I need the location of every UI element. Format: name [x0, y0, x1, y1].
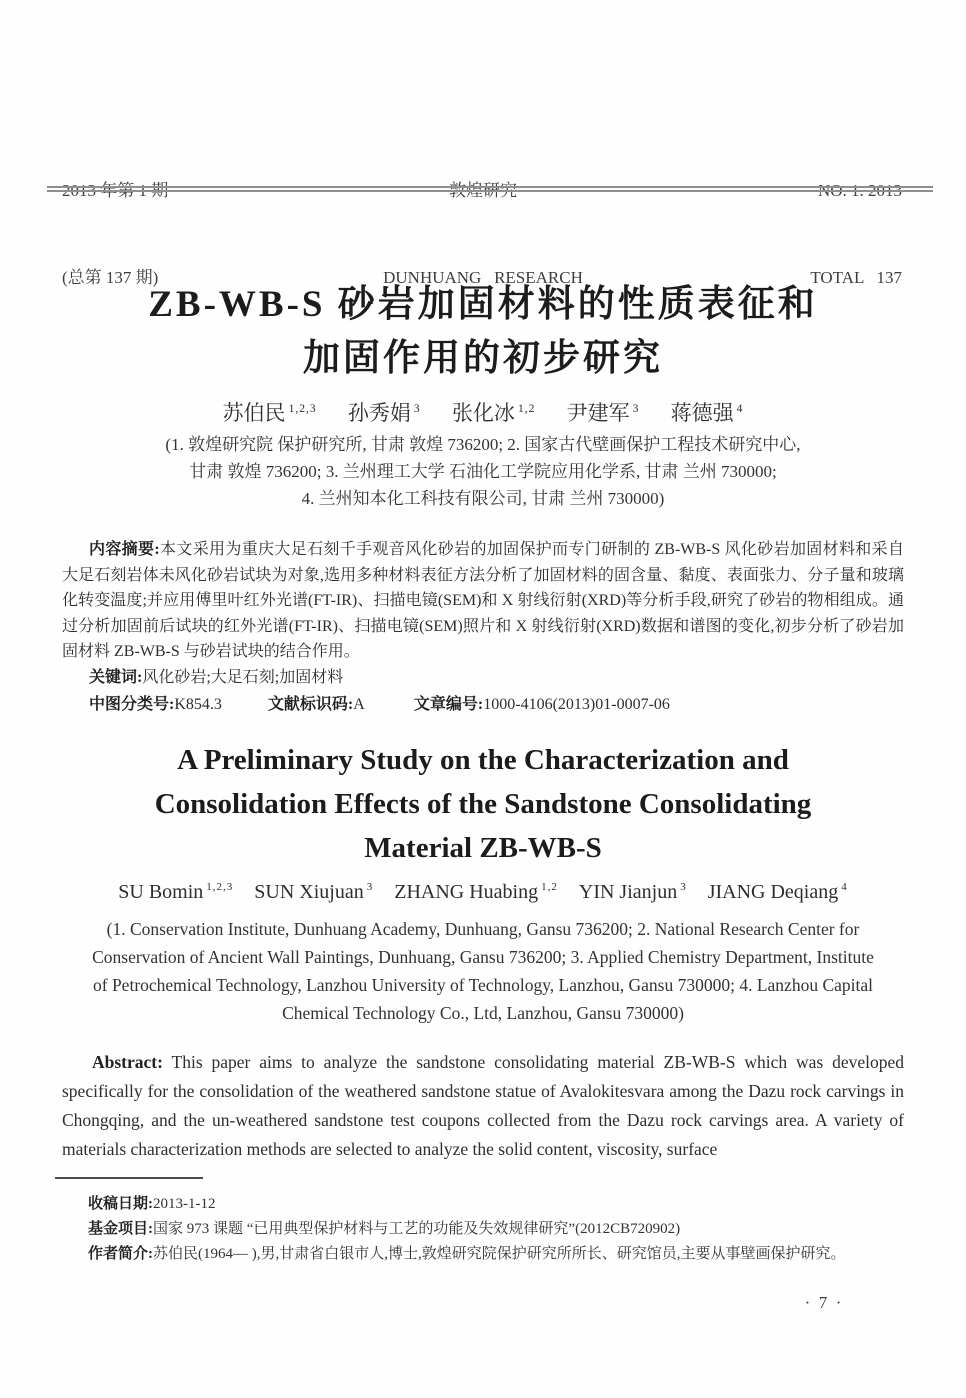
author-zh: [671, 401, 744, 425]
author-en-superscript: 4: [841, 881, 848, 894]
masthead-issue-en-line1: NO. 1. 2013: [817, 181, 902, 200]
author-en: [708, 881, 848, 903]
author-en-name: SU Bomin: [118, 881, 204, 903]
abstract-zh-text: 本文采用为重庆大足石刻千手观音风化砂岩的加固保护而专门研制的 ZB-WB-S 风化砂岩加固材料和采自大足石刻岩体未风化砂岩试块为对象,选用多种材料表征方法分析了加固材料的固含量、黏度、表面张力、分子量和玻璃化转变温度;并应用傅里叶红外光谱(FT-IR)、扫描电镜(SEM)和 X 射线衍射(XRD)等分析手段,研究了砂岩的物相组成。通过分析加固前后试块的红外光谱(FT-IR)、扫描电镜(SEM)照片和 X 射线衍射(XRD)数据和谱图的变化,初步分析了砂岩加固材料 ZB-WB-S 与砂岩试块的结合作用。: [62, 541, 904, 660]
footnote-bio-label: 作者简介:: [88, 1246, 153, 1262]
doc-code-label: 文献标识码:: [267, 696, 354, 713]
footnote-bio: [62, 1242, 904, 1267]
affiliation-en-line: Conservation of Ancient Wall Paintings, Dunhuang, Gansu 736200; 3. Applied Chemistry Department, Institute: [92, 947, 874, 967]
author-en-superscript: 3: [366, 881, 374, 894]
footnotes: [62, 1192, 904, 1267]
author-zh: [567, 401, 640, 425]
article-title-zh-line2: 加固作用的初步研究: [303, 338, 663, 379]
abstract-en-paragraph: [62, 1048, 904, 1164]
affiliations-en: [0, 915, 966, 1027]
keywords-text: 风化砂岩;大足石刻;加固材料: [142, 669, 344, 686]
masthead-issue-en-line2: TOTAL 137: [810, 268, 902, 287]
author-en: [254, 881, 373, 903]
abstract-zh-label: 内容摘要:: [89, 541, 160, 558]
author-en: [118, 881, 233, 903]
author-zh-name: 蒋德强: [670, 401, 734, 425]
article-title-en-line1: A Preliminary Study on the Characterization and: [177, 744, 789, 776]
masthead-divider: [47, 186, 933, 192]
keywords-line: [62, 664, 904, 687]
author-zh-name: 苏伯民: [222, 401, 286, 425]
article-title-en-line2: Consolidation Effects of the Sandstone Consolidating: [154, 788, 812, 820]
author-en-name: SUN Xiujuan: [254, 881, 364, 903]
author-zh-superscript: 1,2,3: [288, 403, 317, 415]
affiliation-zh-line: 4. 兰州知本化工科技有限公司, 甘肃 兰州 730000): [301, 489, 665, 508]
author-en: [579, 881, 687, 903]
author-en: [394, 881, 558, 903]
author-zh-superscript: 3: [632, 403, 640, 415]
footnote-funding-label: 基金项目:: [88, 1221, 153, 1237]
footnote-received-label: 收稿日期:: [88, 1196, 153, 1212]
author-en-superscript: 1,2,3: [206, 881, 234, 894]
article-id-pair: [414, 696, 670, 713]
article-title-en: [0, 738, 966, 870]
keywords-label: 关键词:: [89, 669, 143, 686]
footnote-bio-value: 苏伯民(1964— ),男,甘肃省白银市人,博士,敦煌研究院保护研究所所长、研究馆员,主要从事壁画保护研究。: [153, 1246, 846, 1262]
affiliations-zh: [0, 431, 966, 512]
article-id-value: 1000-4106(2013)01-0007-06: [483, 696, 670, 713]
article-title-zh-line1: ZB-WB-S 砂岩加固材料的性质表征和: [148, 284, 818, 325]
authors-en: [0, 881, 966, 904]
authors-zh: [0, 397, 966, 427]
author-en-name: ZHANG Huabing: [394, 881, 539, 903]
masthead-issue-cn-line2: (总第 137 期): [62, 268, 159, 287]
page-number: · 7 ·: [804, 1293, 842, 1312]
affiliation-en-line: of Petrochemical Technology, Lanzhou University of Technology, Lanzhou, Gansu 730000; 4. Lanzhou Capital: [93, 975, 873, 995]
author-zh-superscript: 4: [736, 403, 744, 415]
abstract-en: [62, 1048, 904, 1166]
footnote-received: [62, 1192, 904, 1217]
author-en-superscript: 3: [680, 881, 687, 894]
clc-value: K854.3: [174, 696, 222, 713]
footnote-funding: [62, 1217, 904, 1242]
author-zh-superscript: 1,2: [517, 403, 536, 415]
affiliation-zh-line: (1. 敦煌研究院 保护研究所, 甘肃 敦煌 736200; 2. 国家古代壁画保护工程技术研究中心,: [165, 435, 801, 454]
author-zh-name: 尹建军: [566, 401, 630, 425]
article-id-label: 文章编号:: [413, 696, 484, 713]
masthead-issue-cn-line1: 2013 年第 1 期: [62, 181, 169, 200]
author-zh-superscript: 3: [413, 403, 421, 415]
abstract-zh: [62, 537, 904, 667]
article-meta-line: [62, 691, 904, 714]
author-zh-name: 孙秀娟: [347, 401, 411, 425]
author-en-superscript: 1,2: [541, 881, 558, 894]
abstract-zh-paragraph: [62, 537, 904, 665]
footnote-divider: [55, 1177, 203, 1179]
affiliation-zh-line: 甘肃 敦煌 736200; 3. 兰州理工大学 石油化工学院应用化学系, 甘肃 兰州 730000;: [189, 462, 777, 481]
journal-title-zh: 敦煌研究: [449, 181, 517, 200]
clc-pair: [89, 696, 222, 713]
article-title-en-line3: Material ZB-WB-S: [364, 832, 602, 864]
author-zh: [223, 401, 317, 425]
affiliation-en-line: (1. Conservation Institute, Dunhuang Academy, Dunhuang, Gansu 736200; 2. National Research Center for: [106, 919, 860, 939]
author-zh-name: 张化冰: [451, 401, 515, 425]
doc-code-pair: [268, 696, 364, 713]
author-zh: [452, 401, 535, 425]
abstract-en-label: Abstract:: [92, 1052, 163, 1072]
article-title-zh: [0, 278, 966, 386]
author-zh: [348, 401, 421, 425]
footnote-received-value: 2013-1-12: [153, 1196, 216, 1212]
author-en-name: YIN Jianjun: [578, 881, 678, 903]
author-en-name: JIANG Deqiang: [707, 881, 839, 903]
clc-label: 中图分类号:: [89, 696, 175, 713]
footnote-funding-value: 国家 973 课题 “已用典型保护材料与工艺的功能及失效规律研究”(2012CB720902): [153, 1221, 681, 1237]
doc-code-value: A: [353, 696, 364, 713]
affiliation-en-line: Chemical Technology Co., Ltd, Lanzhou, Gansu 730000): [282, 1003, 684, 1023]
abstract-en-text: This paper aims to analyze the sandstone consolidating material ZB-WB-S which was developed specifically for the consolidation of the weathered sandstone statue of Avalokitesvara among the Dazu rock carvings in Chongqing, and the un-weathered sandstone test coupons collected from the Dazu rock carvings area. A variety of materials characterization methods are selected to analyze the solid content, viscosity, surface: [62, 1052, 904, 1159]
journal-title-en: DUNHUANG RESEARCH: [383, 268, 583, 287]
